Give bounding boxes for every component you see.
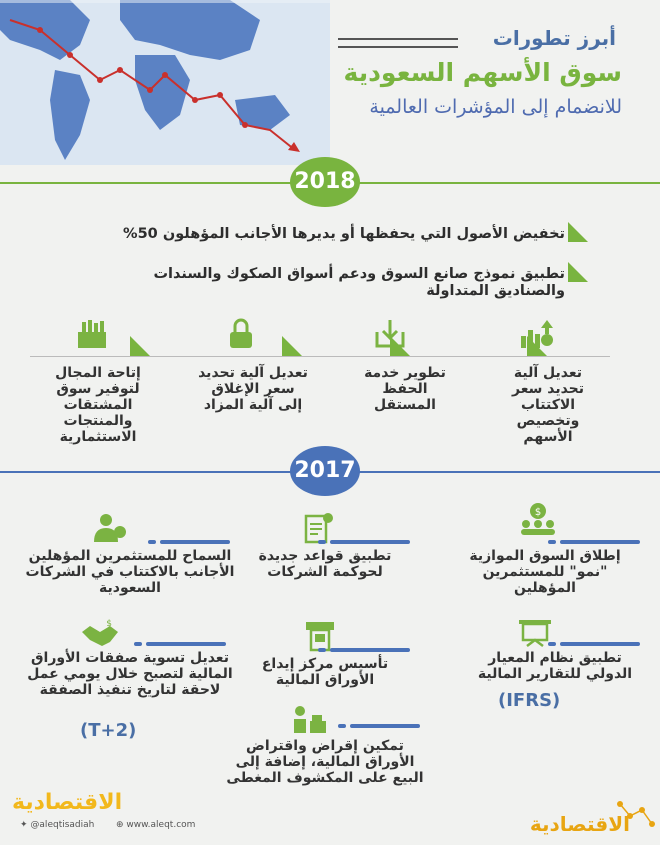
dash-line <box>146 642 226 646</box>
item-2017-5: تأسيس مركز إيداع الأوراق المالية <box>261 656 389 688</box>
bullet-2018-1: تخفيض الأصول التي يحفظها أو يديرها الأجانب المؤهلون 50% <box>123 226 565 242</box>
item-2017-3: السماح للمستثمرين المؤهلين الأجانب بالاكتتاب في الشركات السعودية <box>25 548 235 596</box>
item-2017-1: إطلاق السوق الموازية "نمو" للمستثمرين المؤهلين <box>469 548 621 596</box>
atm-icon <box>300 620 340 658</box>
year-badge-2018: 2018 <box>290 157 360 207</box>
brand-logo-right: الاقتصادية <box>529 812 630 836</box>
feature-marker <box>282 336 302 356</box>
brand-logo-left: الاقتصادية <box>12 790 123 815</box>
header-line-decoration <box>338 38 458 48</box>
package-icon <box>72 318 112 356</box>
twitter-handle[interactable]: ✦ @aleqtisadiah <box>20 820 95 830</box>
item-2017-6: تعديل تسوية صفقات الأوراق المالية لتصبح خلال يومي عمل لاحقة لتاريخ تنفيذ الصفقة <box>27 650 233 698</box>
dash-line <box>330 648 410 652</box>
feature-marker <box>130 336 150 356</box>
dash-dot <box>318 540 326 544</box>
feature-2018-2: تطوير خدمة الحفظ المستقل <box>364 365 446 413</box>
dash-line <box>560 642 640 646</box>
dash-line <box>560 540 640 544</box>
svg-text:$: $ <box>534 507 542 518</box>
lock-icon <box>222 318 262 356</box>
website-link[interactable]: ⊕ www.aleqt.com <box>116 820 196 830</box>
bullet-marker <box>568 222 588 242</box>
item-2017-2: تطبيق قواعد جديدة لحوكمة الشركات <box>258 548 392 580</box>
dash-dot <box>134 642 142 646</box>
feature-2018-4: إتاحة المجال لتوفير سوق المشتقات والمنتجات الاستثمارية <box>55 365 141 445</box>
feature-2018-1: تعديل آلية تحديد سعر الاكتتاب وتخصيص الأسهم <box>511 365 585 445</box>
header-main-title: سوق الأسهم السعودية <box>343 58 622 87</box>
year-badge-2017: 2017 <box>290 446 360 496</box>
world-map <box>0 0 330 165</box>
feature-marker <box>527 336 547 356</box>
globe-icon: ⊕ <box>116 820 124 830</box>
money-people-icon <box>518 502 558 542</box>
twitter-icon: ✦ <box>20 820 28 830</box>
dash-dot <box>318 648 326 652</box>
t2-label: (T+2) <box>80 720 137 741</box>
user-upload-icon <box>90 512 130 550</box>
dash-line <box>330 540 410 544</box>
item-2017-4: تطبيق نظام المعيار الدولي للتقارير المالية <box>477 650 633 682</box>
dash-dot <box>338 724 346 728</box>
dash-dot <box>148 540 156 544</box>
header-top: أبرز تطورات <box>492 26 616 50</box>
header-subtitle: للانضمام إلى المؤشرات العالمية <box>369 96 622 118</box>
dash-dot <box>548 642 556 646</box>
bullet-marker <box>568 262 588 282</box>
bullet-2018-2: تطبيق نموذج صانع السوق ودعم أسواق الصكوك والسندات والصناديق المتداولة <box>153 266 565 299</box>
dash-line <box>350 724 420 728</box>
svg-text:$: $ <box>106 619 112 629</box>
ifrs-label: (IFRS) <box>498 690 561 711</box>
document-icon <box>298 512 338 550</box>
timeline-line <box>30 356 610 357</box>
item-2017-7: تمكين إقراض واقتراض الأوراق المالية، إضافة إلى البيع على المكشوف المغطى <box>226 738 424 786</box>
feature-2018-3: تعديل آلية تحديد سعر الإغلاق إلى آلية المزاد <box>198 365 308 413</box>
dash-line <box>160 540 230 544</box>
dash-dot <box>548 540 556 544</box>
feature-marker <box>390 336 410 356</box>
